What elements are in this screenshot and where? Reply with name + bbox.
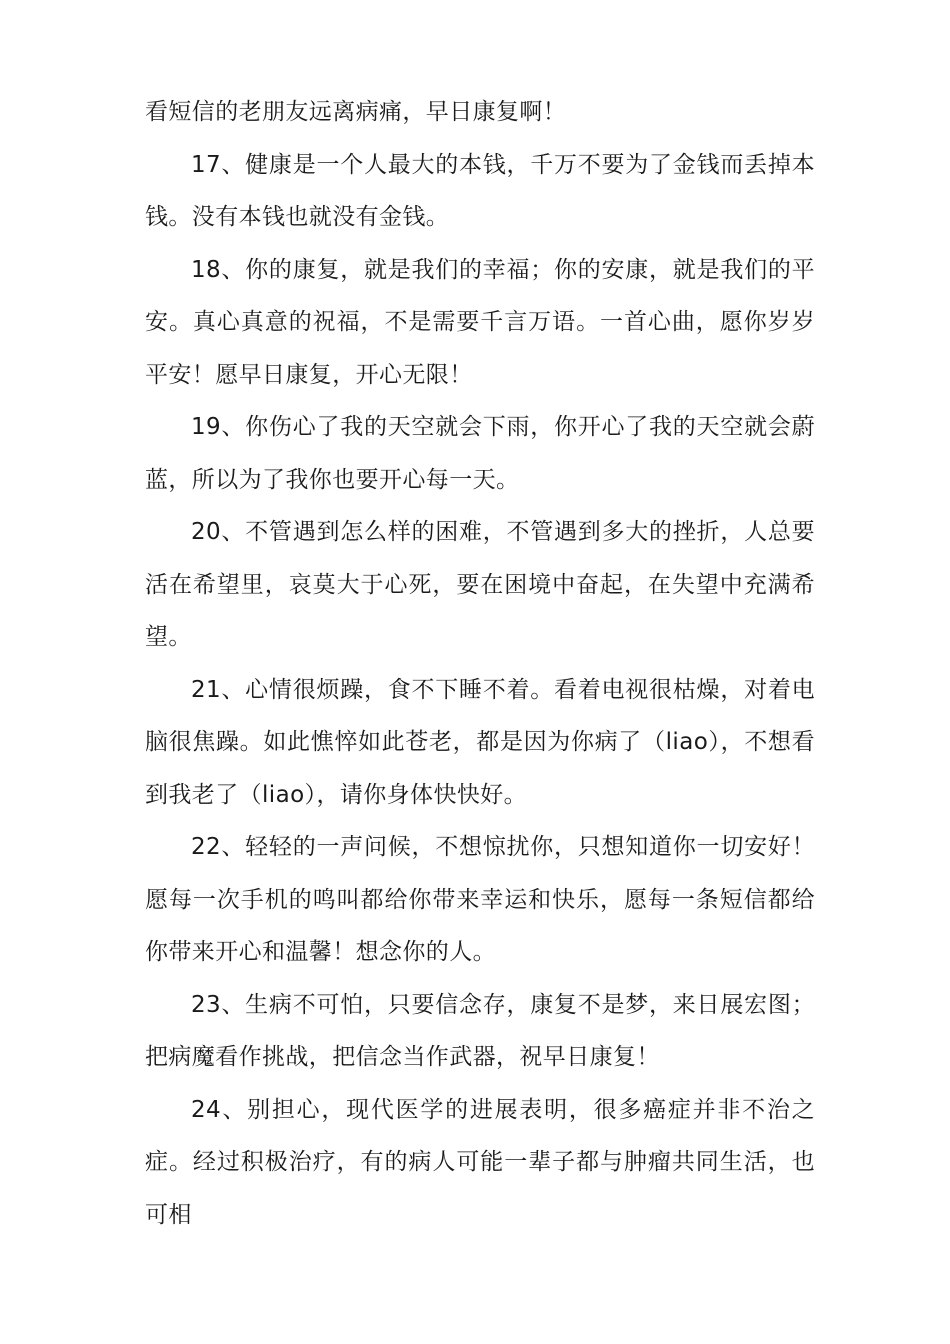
paragraph-continuation: 看短信的老朋友远离病痛，早日康复啊！	[145, 99, 567, 125]
paragraph-19: 19、你伤心了我的天空就会下雨，你开心了我的天空就会蔚蓝，所以为了我你也要开心每一天。	[145, 414, 815, 493]
paragraph-20: 20、不管遇到怎么样的困难，不管遇到多大的挫折，人总要活在希望里，哀莫大于心死，要在困境中奋起，在失望中充满希望。	[145, 519, 815, 650]
paragraph-21: 21、心情很烦躁，食不下睡不着。看着电视很枯燥，对着电脑很焦躁。如此憔悴如此苍老，都是因为你病了（liao），不想看到我老了（liao），请你身体快快好。	[145, 676, 815, 808]
document-body	[145, 86, 815, 1241]
paragraph-22: 22、轻轻的一声问候，不想惊扰你，只想知道你一切安好！愿每一次手机的鸣叫都给你带来幸运和快乐，愿每一条短信都给你带来开心和温馨！想念你的人。	[145, 834, 815, 965]
paragraph-24: 24、别担心，现代医学的进展表明，很多癌症并非不治之症。经过积极治疗，有的病人可能一辈子都与肿瘤共同生活，也可相	[145, 1096, 815, 1228]
paragraph-23: 23、生病不可怕，只要信念存，康复不是梦，来日展宏图；把病魔看作挑战，把信念当作武器，祝早日康复！	[145, 991, 815, 1070]
paragraph-18: 18、你的康复，就是我们的幸福；你的安康，就是我们的平安。真心真意的祝福，不是需要千言万语。一首心曲，愿你岁岁平安！愿早日康复，开心无限！	[145, 256, 815, 388]
paragraph-17: 17、健康是一个人最大的本钱，千万不要为了金钱而丢掉本钱。没有本钱也就没有金钱。	[145, 151, 815, 230]
